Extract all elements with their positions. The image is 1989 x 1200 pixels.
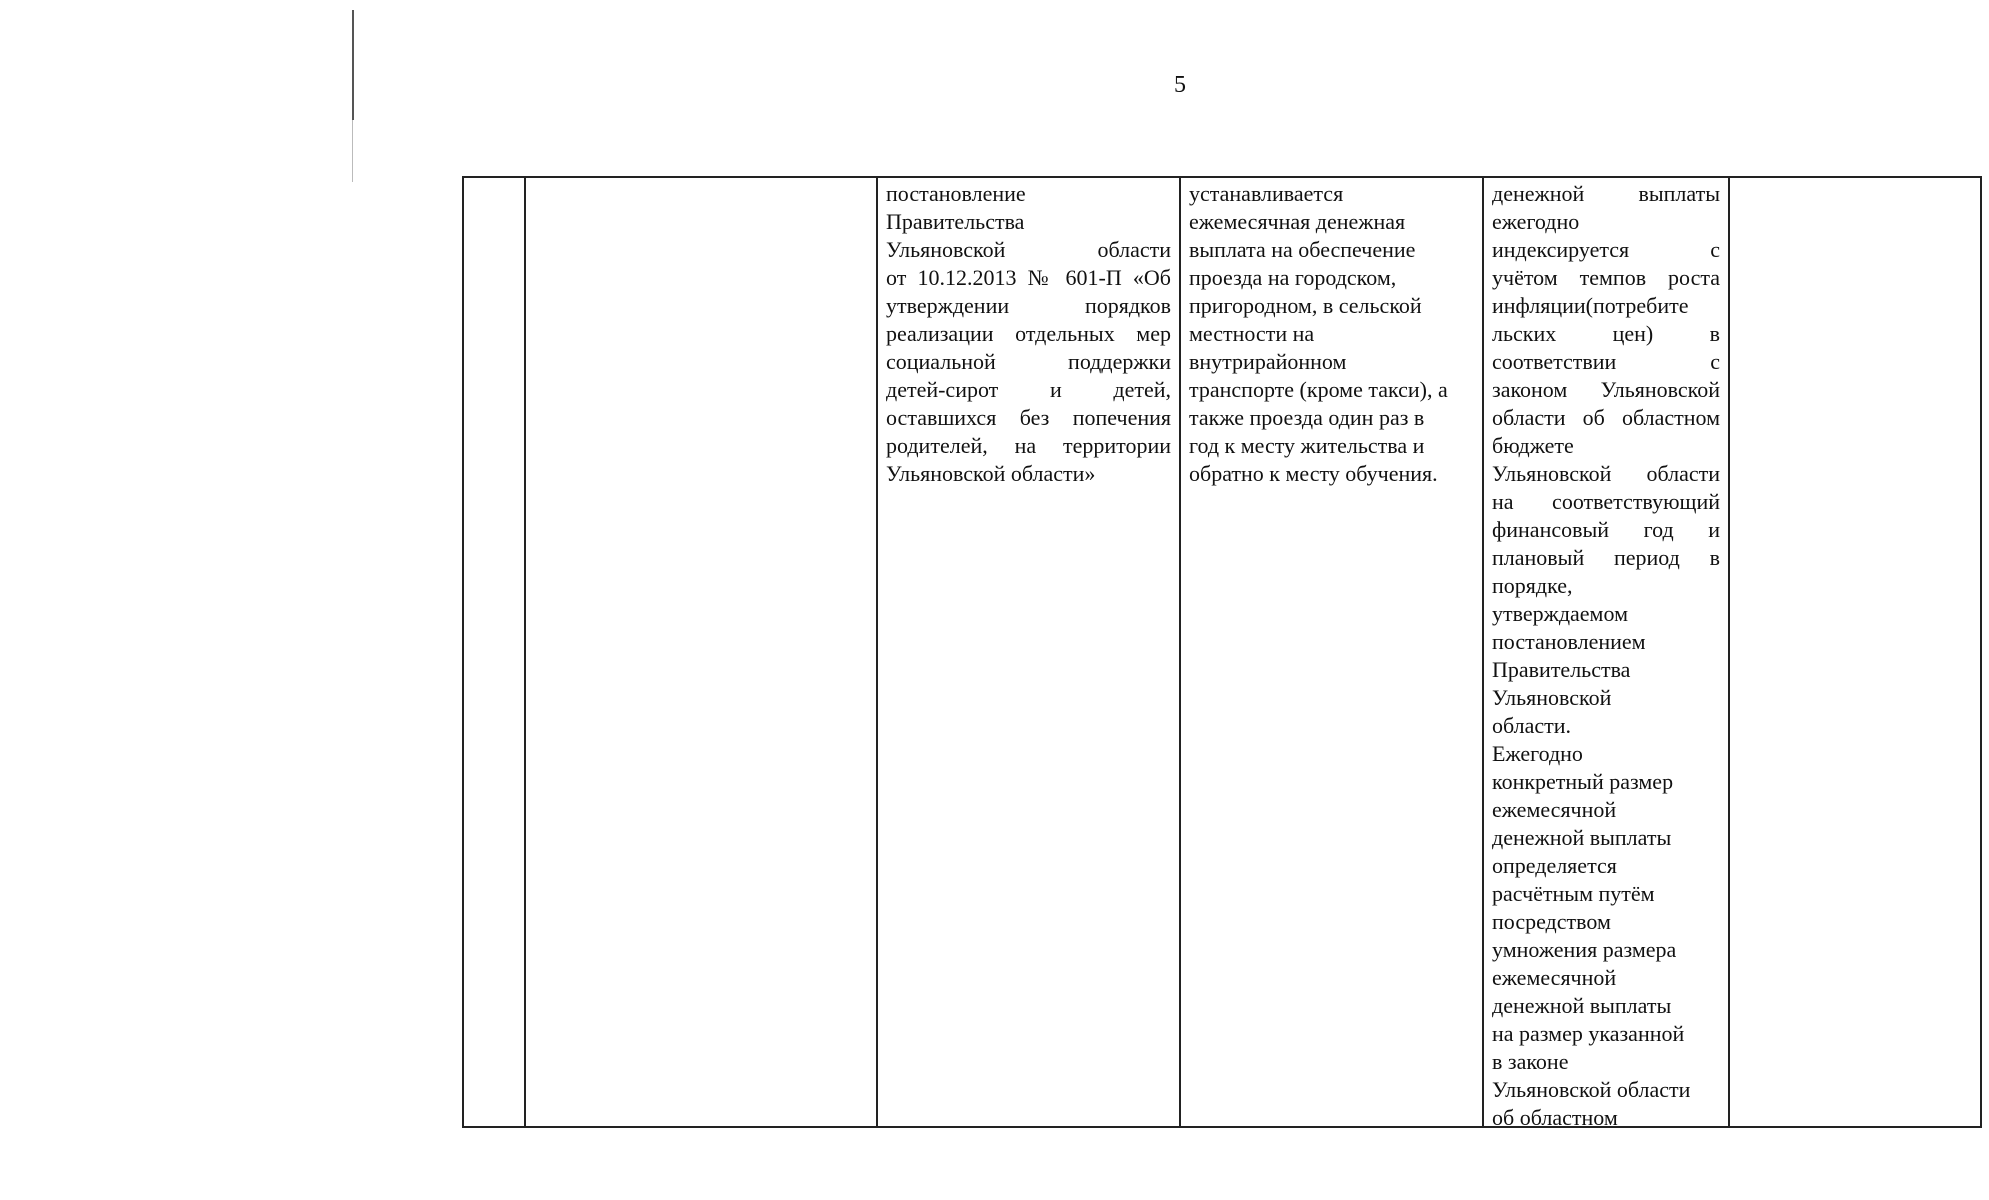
text-line: от 10.12.2013 № 601-П «Об: [886, 265, 1171, 290]
text-line: инфляции(потребите: [1492, 293, 1689, 318]
text-line: об областном: [1492, 1105, 1618, 1126]
text-line: порядке,: [1492, 573, 1573, 598]
text-line: денежной выплаты: [1492, 825, 1672, 850]
text-line: Ульяновской области: [1492, 461, 1720, 486]
text-line: финансовый год и: [1492, 517, 1720, 542]
text-line: Правительства: [886, 209, 1025, 234]
text-line: плановый период в: [1492, 545, 1720, 570]
text-line: ежегодно: [1492, 209, 1580, 234]
text-line: год к месту жительства и: [1189, 433, 1425, 458]
text-line: законом Ульяновской: [1492, 377, 1720, 402]
measure-text: [1181, 178, 1482, 488]
text-line: расчётным путём: [1492, 881, 1655, 906]
legal-act-text: [878, 178, 1179, 488]
text-line: посредством: [1492, 909, 1611, 934]
text-line: Ежегодно: [1492, 741, 1583, 766]
text-line: Ульяновской области: [886, 237, 1171, 262]
text-line: денежной выплаты: [1492, 993, 1672, 1018]
text-line: области.: [1492, 713, 1572, 738]
text-line: индексируется с: [1492, 237, 1720, 262]
text-line: Ульяновской области: [1492, 1077, 1691, 1102]
table-column-last: [1728, 178, 1980, 1126]
text-line: внутрирайонном: [1189, 349, 1347, 374]
text-line: утверждении порядков: [886, 293, 1171, 318]
text-line: местности на: [1189, 321, 1315, 346]
page-number: 5: [1174, 72, 1186, 98]
text-line: Правительства: [1492, 657, 1631, 682]
text-line: родителей, на территории: [886, 433, 1171, 458]
text-line: Ульяновской области»: [886, 461, 1096, 486]
indexation-text: [1484, 178, 1728, 1126]
text-line: проезда на городском,: [1189, 265, 1397, 290]
table-column-legal-act: [876, 178, 1179, 1126]
text-line: утверждаемом: [1492, 601, 1628, 626]
text-line: также проезда один раз в: [1189, 405, 1425, 430]
table-column-measure: [1179, 178, 1482, 1126]
text-line: постановлением: [1492, 629, 1646, 654]
text-line: конкретный размер: [1492, 769, 1674, 794]
binding-margin-line: [352, 10, 354, 120]
text-line: определяется: [1492, 853, 1617, 878]
table-column-number: [464, 178, 524, 1126]
text-line: умножения размера: [1492, 937, 1677, 962]
text-line: пригородном, в сельской: [1189, 293, 1422, 318]
text-line: ежемесячной: [1492, 797, 1617, 822]
text-line: Ульяновской: [1492, 685, 1612, 710]
text-line: детей-сирот и детей,: [886, 377, 1171, 402]
binding-margin-line-faint: [352, 120, 353, 182]
table-column-indexation: [1482, 178, 1728, 1126]
text-line: социальной поддержки: [886, 349, 1171, 374]
text-line: учётом темпов роста: [1492, 265, 1720, 290]
text-line: обратно к месту обучения.: [1189, 461, 1438, 486]
text-line: на размер указанной: [1492, 1021, 1685, 1046]
table-column-empty: [524, 178, 876, 1126]
text-line: транспорте (кроме такси), а: [1189, 377, 1448, 402]
text-line: устанавливается: [1189, 181, 1344, 206]
text-line: бюджете: [1492, 433, 1574, 458]
text-line: льских цен) в: [1492, 321, 1720, 346]
text-line: реализации отдельных мер: [886, 321, 1171, 346]
text-line: денежной выплаты: [1492, 181, 1720, 206]
text-line: соответствии с: [1492, 349, 1720, 374]
text-line: на соответствующий: [1492, 489, 1720, 514]
text-line: постановление: [886, 181, 1026, 206]
document-table: [462, 176, 1982, 1128]
text-line: ежемесячная денежная: [1189, 209, 1406, 234]
text-line: выплата на обеспечение: [1189, 237, 1416, 262]
text-line: оставшихся без попечения: [886, 405, 1171, 430]
text-line: ежемесячной: [1492, 965, 1617, 990]
text-line: области об областном: [1492, 405, 1720, 430]
text-line: в законе: [1492, 1049, 1569, 1074]
